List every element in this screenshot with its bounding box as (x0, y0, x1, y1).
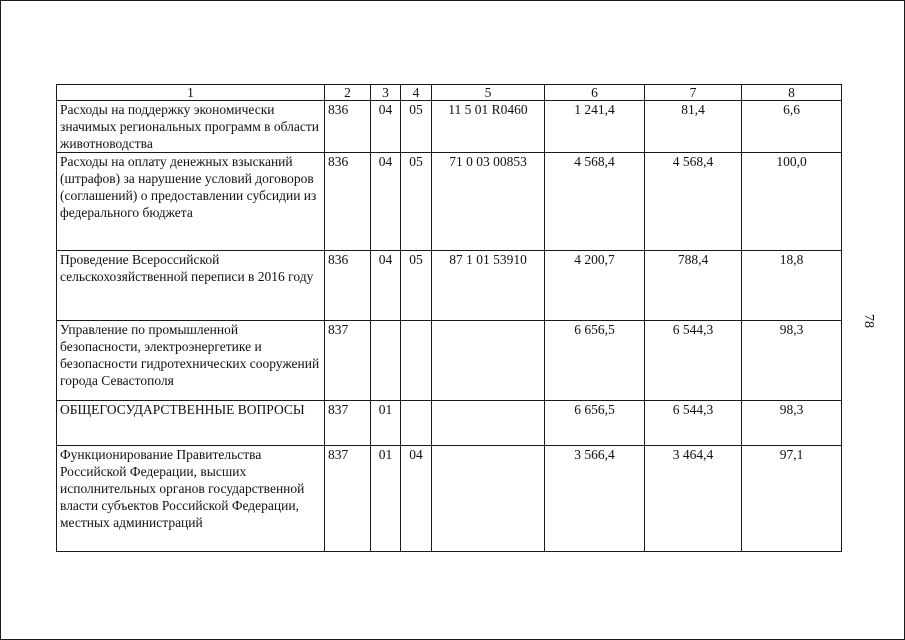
executed-amount-cell: 81,4 (645, 101, 742, 153)
expense-name-cell: Управление по промышленной безопасности, электроэнергетике и безопасности гидротехнических сооружений города Севастополя (57, 321, 325, 401)
budget-execution-table (56, 84, 842, 552)
column-header: 3 (371, 85, 401, 101)
execution-percent-cell: 100,0 (742, 153, 842, 251)
execution-percent-cell: 98,3 (742, 401, 842, 446)
expense-name-cell: Проведение Всероссийской сельскохозяйственной переписи в 2016 году (57, 251, 325, 321)
grbs-code-cell: 836 (325, 251, 371, 321)
column-header: 5 (432, 85, 545, 101)
planned-amount-cell: 3 566,4 (545, 446, 645, 552)
planned-amount-cell: 6 656,5 (545, 401, 645, 446)
page-number: 78 (861, 314, 876, 328)
planned-amount-cell: 6 656,5 (545, 321, 645, 401)
table-row (57, 101, 842, 153)
column-header: 6 (545, 85, 645, 101)
expense-name-cell: Расходы на поддержку экономически значимых региональных программ в области животноводства (57, 101, 325, 153)
executed-amount-cell: 788,4 (645, 251, 742, 321)
expense-name-cell: ОБЩЕГОСУДАРСТВЕННЫЕ ВОПРОСЫ (57, 401, 325, 446)
section-code-cell: 04 (371, 251, 401, 321)
grbs-code-cell: 837 (325, 446, 371, 552)
target-article-cell: 87 1 01 53910 (432, 251, 545, 321)
grbs-code-cell: 836 (325, 153, 371, 251)
planned-amount-cell: 4 200,7 (545, 251, 645, 321)
table-row (57, 401, 842, 446)
subsection-code-cell: 04 (401, 446, 432, 552)
subsection-code-cell (401, 401, 432, 446)
subsection-code-cell (401, 321, 432, 401)
column-header: 4 (401, 85, 432, 101)
column-header: 2 (325, 85, 371, 101)
section-code-cell: 04 (371, 101, 401, 153)
grbs-code-cell: 837 (325, 321, 371, 401)
target-article-cell (432, 446, 545, 552)
expense-name-cell: Функционирование Правительства Российской Федерации, высших исполнительных органов государственной власти субъектов Российской Федерации, местных администраций (57, 446, 325, 552)
execution-percent-cell: 18,8 (742, 251, 842, 321)
grbs-code-cell: 836 (325, 101, 371, 153)
planned-amount-cell: 1 241,4 (545, 101, 645, 153)
table-header-row (57, 85, 842, 101)
executed-amount-cell: 3 464,4 (645, 446, 742, 552)
target-article-cell: 71 0 03 00853 (432, 153, 545, 251)
section-code-cell: 04 (371, 153, 401, 251)
table-row (57, 251, 842, 321)
subsection-code-cell: 05 (401, 251, 432, 321)
executed-amount-cell: 6 544,3 (645, 401, 742, 446)
execution-percent-cell: 6,6 (742, 101, 842, 153)
target-article-cell: 11 5 01 R0460 (432, 101, 545, 153)
grbs-code-cell: 837 (325, 401, 371, 446)
table-row (57, 321, 842, 401)
execution-percent-cell: 97,1 (742, 446, 842, 552)
section-code-cell (371, 321, 401, 401)
subsection-code-cell: 05 (401, 101, 432, 153)
planned-amount-cell: 4 568,4 (545, 153, 645, 251)
expense-name-cell: Расходы на оплату денежных взысканий (штрафов) за нарушение условий договоров (соглашений) о предоставлении субсидии из федерального бюджета (57, 153, 325, 251)
target-article-cell (432, 401, 545, 446)
executed-amount-cell: 6 544,3 (645, 321, 742, 401)
section-code-cell: 01 (371, 401, 401, 446)
execution-percent-cell: 98,3 (742, 321, 842, 401)
executed-amount-cell: 4 568,4 (645, 153, 742, 251)
table-row (57, 446, 842, 552)
section-code-cell: 01 (371, 446, 401, 552)
target-article-cell (432, 321, 545, 401)
column-header: 8 (742, 85, 842, 101)
column-header: 1 (57, 85, 325, 101)
subsection-code-cell: 05 (401, 153, 432, 251)
table-row (57, 153, 842, 251)
column-header: 7 (645, 85, 742, 101)
